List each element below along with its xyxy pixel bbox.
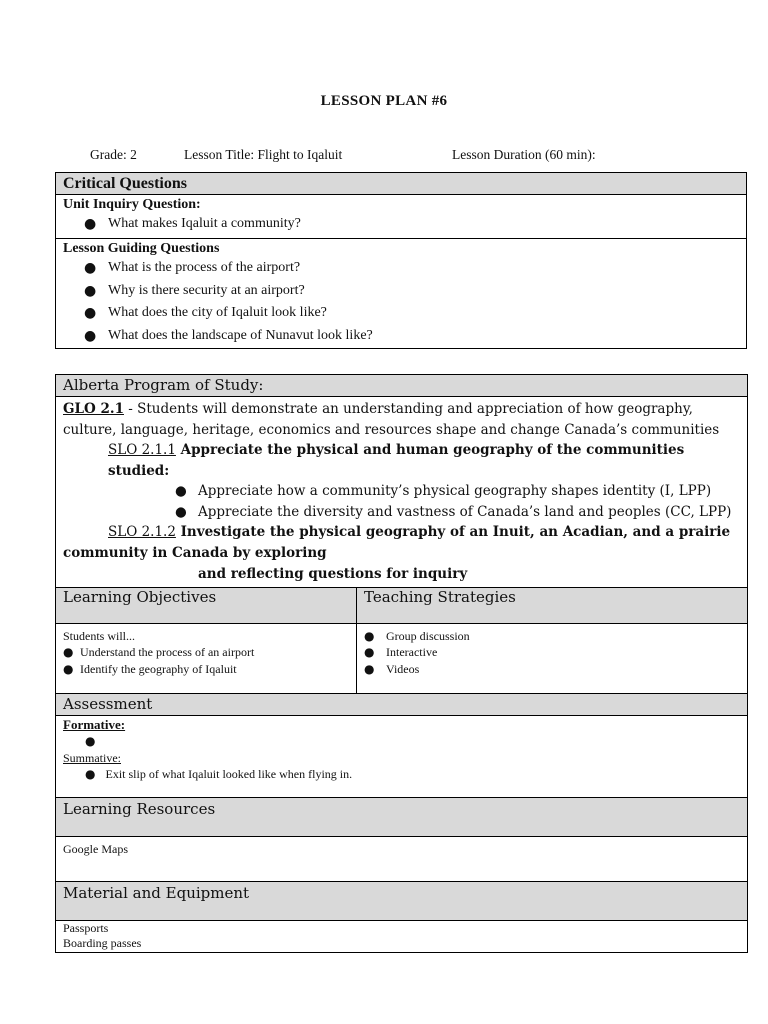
list-item: ● Group discussion [364, 628, 470, 643]
guiding-questions-list [56, 257, 746, 347]
slo1-text: Appreciate the physical and human geography of the communities studied: [108, 442, 685, 479]
slo2-text: Investigate the physical geography of an Inuit, an Acadian, and a prairie community in Canada by exploring [63, 524, 731, 561]
list-item: ● Identify the geography of Iqaluit [63, 661, 237, 676]
learning-resources-cell [56, 836, 748, 881]
slo1-paragraph [63, 440, 740, 481]
program-heading: Alberta Program of Study: [56, 375, 748, 397]
bullet-icon: ● [84, 305, 97, 321]
unit-inquiry-list [56, 213, 746, 235]
glo-paragraph [63, 399, 740, 440]
slo2-code: SLO 2.1.2 [108, 524, 176, 540]
materials-cell [56, 920, 748, 952]
learning-resources-heading: Learning Resources [56, 797, 748, 836]
resource-item: Google Maps [63, 841, 128, 856]
bullet-icon: ● [63, 661, 74, 676]
formative-empty-bullet [63, 733, 740, 750]
glo-text: - Students will demonstrate an understanding and appreciation of how geography, culture, language, heritage, economics and resources shape and change Canada’s communities [63, 401, 720, 438]
list-item: ● Why is there security at an airport? [56, 280, 746, 303]
lesson-duration-label: Lesson Duration (60 min): [452, 147, 596, 162]
bullet-icon: ● [84, 216, 97, 232]
objectives-intro: Students will... [63, 628, 136, 643]
list-item: ● Interactive [364, 645, 438, 659]
page-title: LESSON PLAN #6 [320, 93, 448, 109]
program-of-study-cell [56, 397, 748, 588]
slo2-paragraph [63, 522, 740, 563]
unit-inquiry-label: Unit Inquiry Question: [63, 197, 201, 212]
learning-objectives-cell [56, 623, 357, 693]
list-item: ● Appreciate how a community’s physical geography shapes identity (I, LPP) [63, 481, 740, 502]
list-item: ● What is the process of the airport? [56, 257, 746, 280]
list-item: ● What does the landscape of Nunavut look like? [56, 325, 746, 348]
guiding-questions-label: Lesson Guiding Questions [63, 241, 220, 256]
bullet-icon: ● [84, 260, 97, 276]
objectives-list [63, 644, 349, 677]
bullet-icon: ● [364, 628, 375, 643]
learning-objectives-heading: Learning Objectives [56, 587, 357, 623]
assessment-cell [56, 715, 748, 797]
list-item: ● What does the city of Iqaluit look like? [56, 302, 746, 325]
bullet-icon: ● [364, 645, 375, 659]
assessment-heading: Assessment [56, 693, 748, 715]
bullet-icon: ● [63, 645, 74, 659]
slo1-code: SLO 2.1.1 [108, 442, 176, 458]
bullet-icon: ● [85, 734, 96, 748]
list-item: ● What makes Iqaluit a community? [56, 213, 746, 235]
summative-label: Summative: [63, 750, 121, 765]
bullet-icon: ● [85, 767, 96, 781]
grade-label: Grade: 2 [90, 147, 137, 162]
glo-code: GLO 2.1 [63, 401, 124, 417]
bullet-icon: ● [175, 503, 187, 520]
summative-item: ● Exit slip of what Iqaluit looked like when flying in. [85, 767, 353, 781]
strategies-list [364, 628, 740, 678]
formative-label: Formative: [63, 716, 126, 732]
teaching-strategies-heading: Teaching Strategies [357, 587, 748, 623]
program-table [55, 374, 748, 953]
material-item: Passports [63, 920, 109, 935]
lesson-title-label: Lesson Title: Flight to Iqaluit [184, 147, 343, 162]
material-item: Boarding passes [63, 936, 142, 950]
list-item: ● Appreciate the diversity and vastness of Canada’s land and peoples (CC, LPP) [63, 502, 740, 523]
slo1-list [63, 481, 740, 522]
bullet-icon: ● [175, 483, 187, 499]
list-item: ● Understand the process of an airport [63, 645, 255, 659]
unit-inquiry-cell [56, 195, 747, 239]
guiding-questions-cell [56, 239, 747, 349]
slo2-continuation: and reflecting questions for inquiry [198, 566, 468, 582]
list-item: ● Videos [364, 661, 420, 676]
materials-heading: Material and Equipment [56, 881, 748, 920]
critical-questions-heading: Critical Questions [56, 173, 747, 195]
bullet-icon: ● [84, 282, 97, 299]
bullet-icon: ● [364, 661, 375, 676]
critical-questions-table [55, 172, 747, 349]
bullet-icon: ● [84, 327, 97, 344]
teaching-strategies-cell [357, 623, 748, 693]
